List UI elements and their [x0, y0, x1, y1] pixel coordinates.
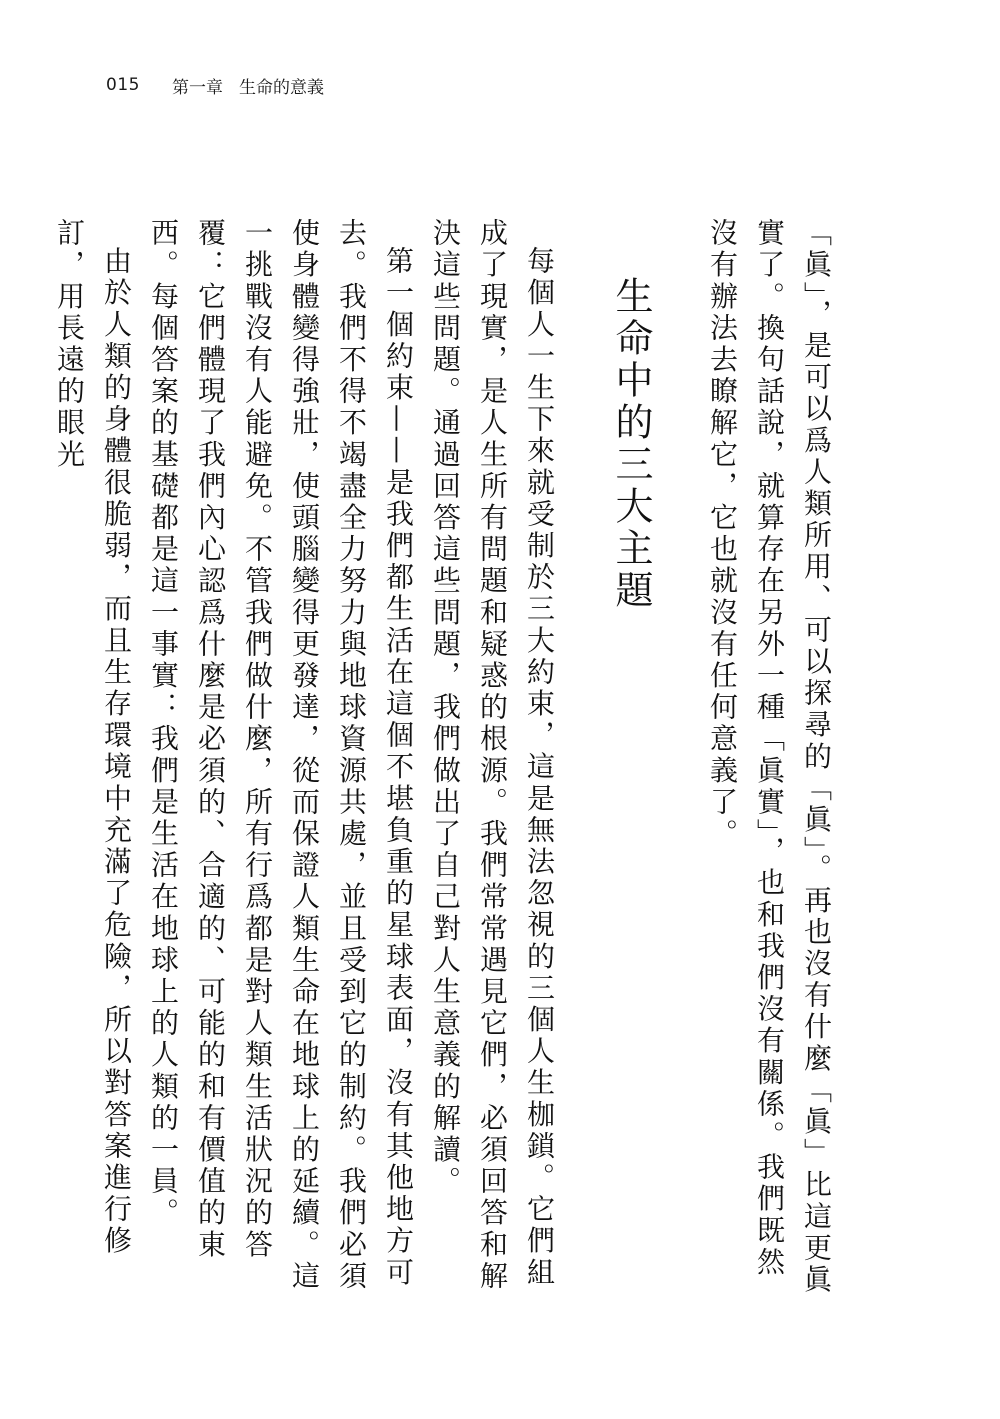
vertical-text-column	[53, 218, 840, 1298]
paragraph: 由於人類的身體很脆弱，而且生存環境中充滿了危險，所以對答案進行修訂，用長遠的眼光	[53, 218, 133, 1258]
chapter-title: 生命的意義	[238, 77, 324, 98]
paragraph-continuation: 「眞」，是可以爲人類所用、可以探尋的「眞」。再也沒有什麼「眞」比這更眞實了。換句話說，就算存在另外一種「眞實」，也和我們沒有關係。我們既然沒有辦法去瞭解它，它也就沒有任何意義了。	[706, 218, 833, 1296]
page-number: 015	[106, 75, 140, 95]
chapter-label: 第一章	[171, 77, 223, 98]
page-body	[53, 218, 840, 1298]
paragraph: 第一個約束——是我們都生活在這個不堪負重的星球表面，沒有其他地方可去。我們不得不竭盡全力努力與地球資源共處，並且受到它的制約。我們必須使身體變得強壯，使頭腦變得更發達，從而保證人類生命在地球上的延續。這一挑戰沒有人能避免。不管我們做什麼，所有行爲都是對人類生活狀況的答覆：它們體現了我們內心認爲什麼是必須的、合適的、可能的和有價值的東西。每個答案的基礎都是這一事實：我們是生活在地球上的人類的一員。	[147, 218, 415, 1293]
paragraph: 每個人一生下來就受制於三大約束，這是無法忽視的三個人生枷鎖。它們組成了現實，是人生所有問題和疑惑的根源。我們常常遇見它們，必須回答和解決這些問題。通過回答這些問題，我們做出了自己對人生意義的解讀。	[429, 218, 556, 1293]
running-header	[106, 70, 324, 100]
section-heading: 生命中的三大主題	[609, 276, 653, 612]
